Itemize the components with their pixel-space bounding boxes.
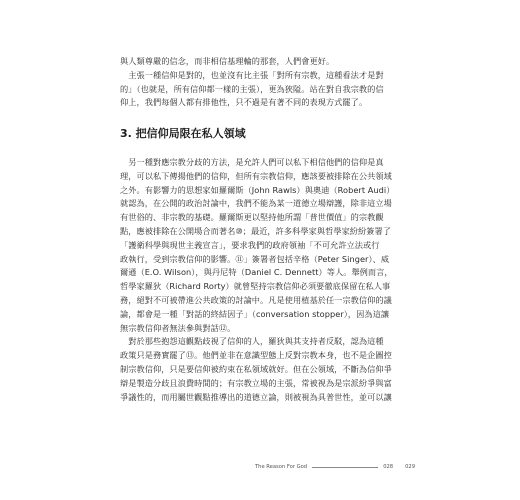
footer-rule	[312, 467, 378, 468]
text-line: 主張一種信仰是對的，也並沒有比主張「對所有宗教，這種看法才是對	[120, 69, 384, 80]
text-line: 務，絕對不可被帶進公共政策的討論中。凡是使用植基於任一宗教信仰的議	[120, 294, 392, 305]
text-line: 有世俗的、非宗教的基礎。羅爾斯更以堅持他所謂「普世價值」的宗教觀	[120, 212, 384, 223]
text-line: 與人類尊嚴的信念，而非相信基理輪的那套，人們會更好。	[120, 56, 335, 66]
text-line: 「護衛科學與現世主義宣言」，要求我們的政府領袖「不可允許立法或行	[120, 239, 380, 250]
page-number-left: 028	[383, 464, 394, 470]
book-title: The Reason For God	[255, 464, 308, 470]
text-line: 就認為，在公開的政治討論中，我們不能為某一道德立場辯護，除非這立場	[120, 198, 392, 209]
text-line: 爾遜（E.O. Wilson），與丹尼特（Daniel C. Dennett）等人。舉例而言，	[120, 267, 393, 278]
text-line: 理，可以私下傳揚他們的信仰，但所有宗教信仰，應該要被排除在公共領域	[120, 170, 392, 181]
text-line: 點，應被排除在公開場合而著名⑩；最近，許多科學家與哲學家紛紛簽署了	[120, 225, 391, 236]
text-line: 另一種對應宗教分歧的方法，是允許人們可以私下相信他們的信仰是真	[120, 157, 384, 167]
text-line: 無宗教信仰者無法參與對話⑫。	[120, 322, 236, 333]
section-heading: 3. 把信仰局限在私人領域	[120, 127, 246, 140]
page-number-right: 029	[405, 464, 415, 470]
text-line: 仰上，我們每個人都有排他性，只不過是有著不同的表現方式罷了。	[120, 97, 368, 108]
page-footer	[255, 461, 415, 473]
text-line: 制宗教信仰，只是要信仰被約束在私領域就好。但在公領域，不斷為信仰爭	[120, 363, 392, 374]
text-line: 對於那些抱怨這觀點歧視了信仰的人，羅狄與其支持者反駁，認為這種	[120, 336, 384, 347]
text-line: 政執行，受到宗教信仰的影響。⑪」簽署者包括辛格（Peter Singer）、威	[120, 253, 390, 264]
text-line: 政策只是務實罷了⑬。他們並非在意識型態上反對宗教本身，也不是企圖控	[120, 350, 392, 361]
body-text-top	[120, 55, 402, 110]
text-line: 爭議性的，而用屬世觀點推導出的道德立論，則被視為具普世性，並可以讓	[120, 391, 392, 402]
text-line: 辯是製造分歧且浪費時間的；有宗教立場的主張，常被視為是宗派紛爭與富	[120, 377, 392, 388]
text-line: 論，都會是一種「對話的終結因子」（conversation stopper），因為這讓	[120, 308, 390, 319]
text-line: 哲學家羅狄（Richard Rorty）就曾堅持宗教信仰必須要徹底保留在私人事	[120, 281, 391, 292]
text-line: 之外。有影響力的思想家如羅爾斯（John Rawls）與奧迪（Robert Audi）	[120, 184, 395, 195]
text-line: 的」（也就是，所有信仰都一樣的主張），更為狹隘。站在對自我宗教的信	[120, 83, 384, 94]
body-text-bottom	[120, 156, 402, 404]
